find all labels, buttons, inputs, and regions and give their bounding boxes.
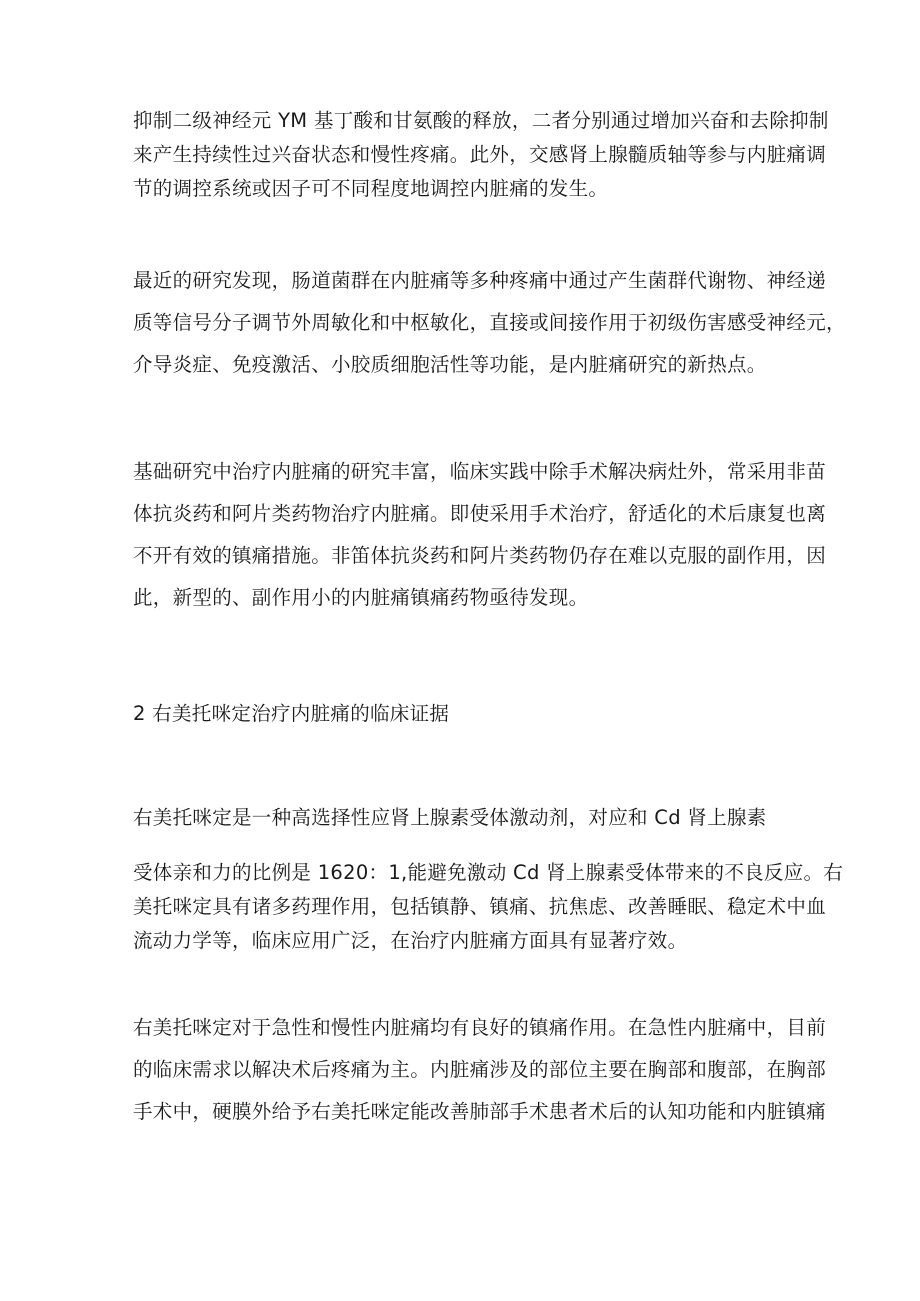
text-line: 右美托咪定对于急性和慢性内脏痛均有良好的镇痛作用。在急性内脏痛中，目前 bbox=[133, 1016, 827, 1039]
text-line: 不开有效的镇痛措施。非笛体抗炎药和阿片类药物仍存在难以克服的副作用，因 bbox=[133, 544, 827, 567]
text-line: 体抗炎药和阿片类药物治疗内脏痛。即使采用手术治疗，舒适化的术后康复也离 bbox=[133, 502, 827, 525]
text-line: 节的调控系统或因子可不同程度地调控内脏痛的发生。 bbox=[133, 177, 609, 200]
text-line: 美托咪定具有诸多药理作用，包括镇静、镇痛、抗焦虑、改善睡眠、稳定术中血 bbox=[133, 895, 827, 918]
paragraph-3 bbox=[133, 451, 827, 619]
text-line: 抑制二级神经元 YM 基丁酸和甘氨酸的释放，二者分别通过增加兴奋和去除抑制 bbox=[133, 109, 829, 132]
text-line: 来产生持续性过兴奋状态和慢性疼痛。此外，交感肾上腺髓质轴等参与内脏痛调 bbox=[133, 143, 827, 166]
text-line: 基础研究中治疗内脏痛的研究丰富，临床实践中除手术解决病灶外，常采用非苗 bbox=[133, 460, 827, 483]
text-line: 质等信号分子调节外周敏化和中枢敏化，直接或间接作用于初级伤害感受神经元， bbox=[133, 311, 846, 334]
text-line: 手术中，硬膜外给予右美托咪定能改善肺部手术患者术后的认知功能和内脏镇痛 bbox=[133, 1100, 827, 1123]
paragraph-5 bbox=[133, 801, 798, 835]
text-line: 最近的研究发现，肠道菌群在内脏痛等多种疼痛中通过产生菌群代谢物、神经递 bbox=[133, 269, 827, 292]
paragraph-1 bbox=[133, 104, 829, 206]
paragraph-7 bbox=[133, 1007, 827, 1133]
text-line: 介导炎症、免疫激活、小胶质细胞活性等功能，是内脏痛研究的新热点。 bbox=[133, 353, 767, 376]
text-line: 流动力学等，临床应用广泛，在治疗内脏痛方面具有显著疗效。 bbox=[133, 929, 688, 952]
text-line: 受体亲和力的比例是 1620：1,能避免激动 Cd 肾上腺素受体带来的不良反应。右 bbox=[133, 861, 844, 884]
text-line: 此，新型的、副作用小的内脏痛镇痛药物亟待发现。 bbox=[133, 586, 589, 609]
text-line: 的临床需求以解决术后疼痛为主。内脏痛涉及的部位主要在胸部和腹部，在胸部 bbox=[133, 1058, 827, 1081]
heading-text: 2 右美托咪定治疗内脏痛的临床证据 bbox=[133, 702, 450, 725]
paragraph-2 bbox=[133, 260, 846, 386]
section-heading bbox=[133, 697, 798, 731]
text-line: 右美托咪定是一种高选择性应肾上腺素受体激动剂，对应和 Cd 肾上腺素 bbox=[133, 806, 767, 829]
paragraph-6 bbox=[133, 856, 844, 958]
